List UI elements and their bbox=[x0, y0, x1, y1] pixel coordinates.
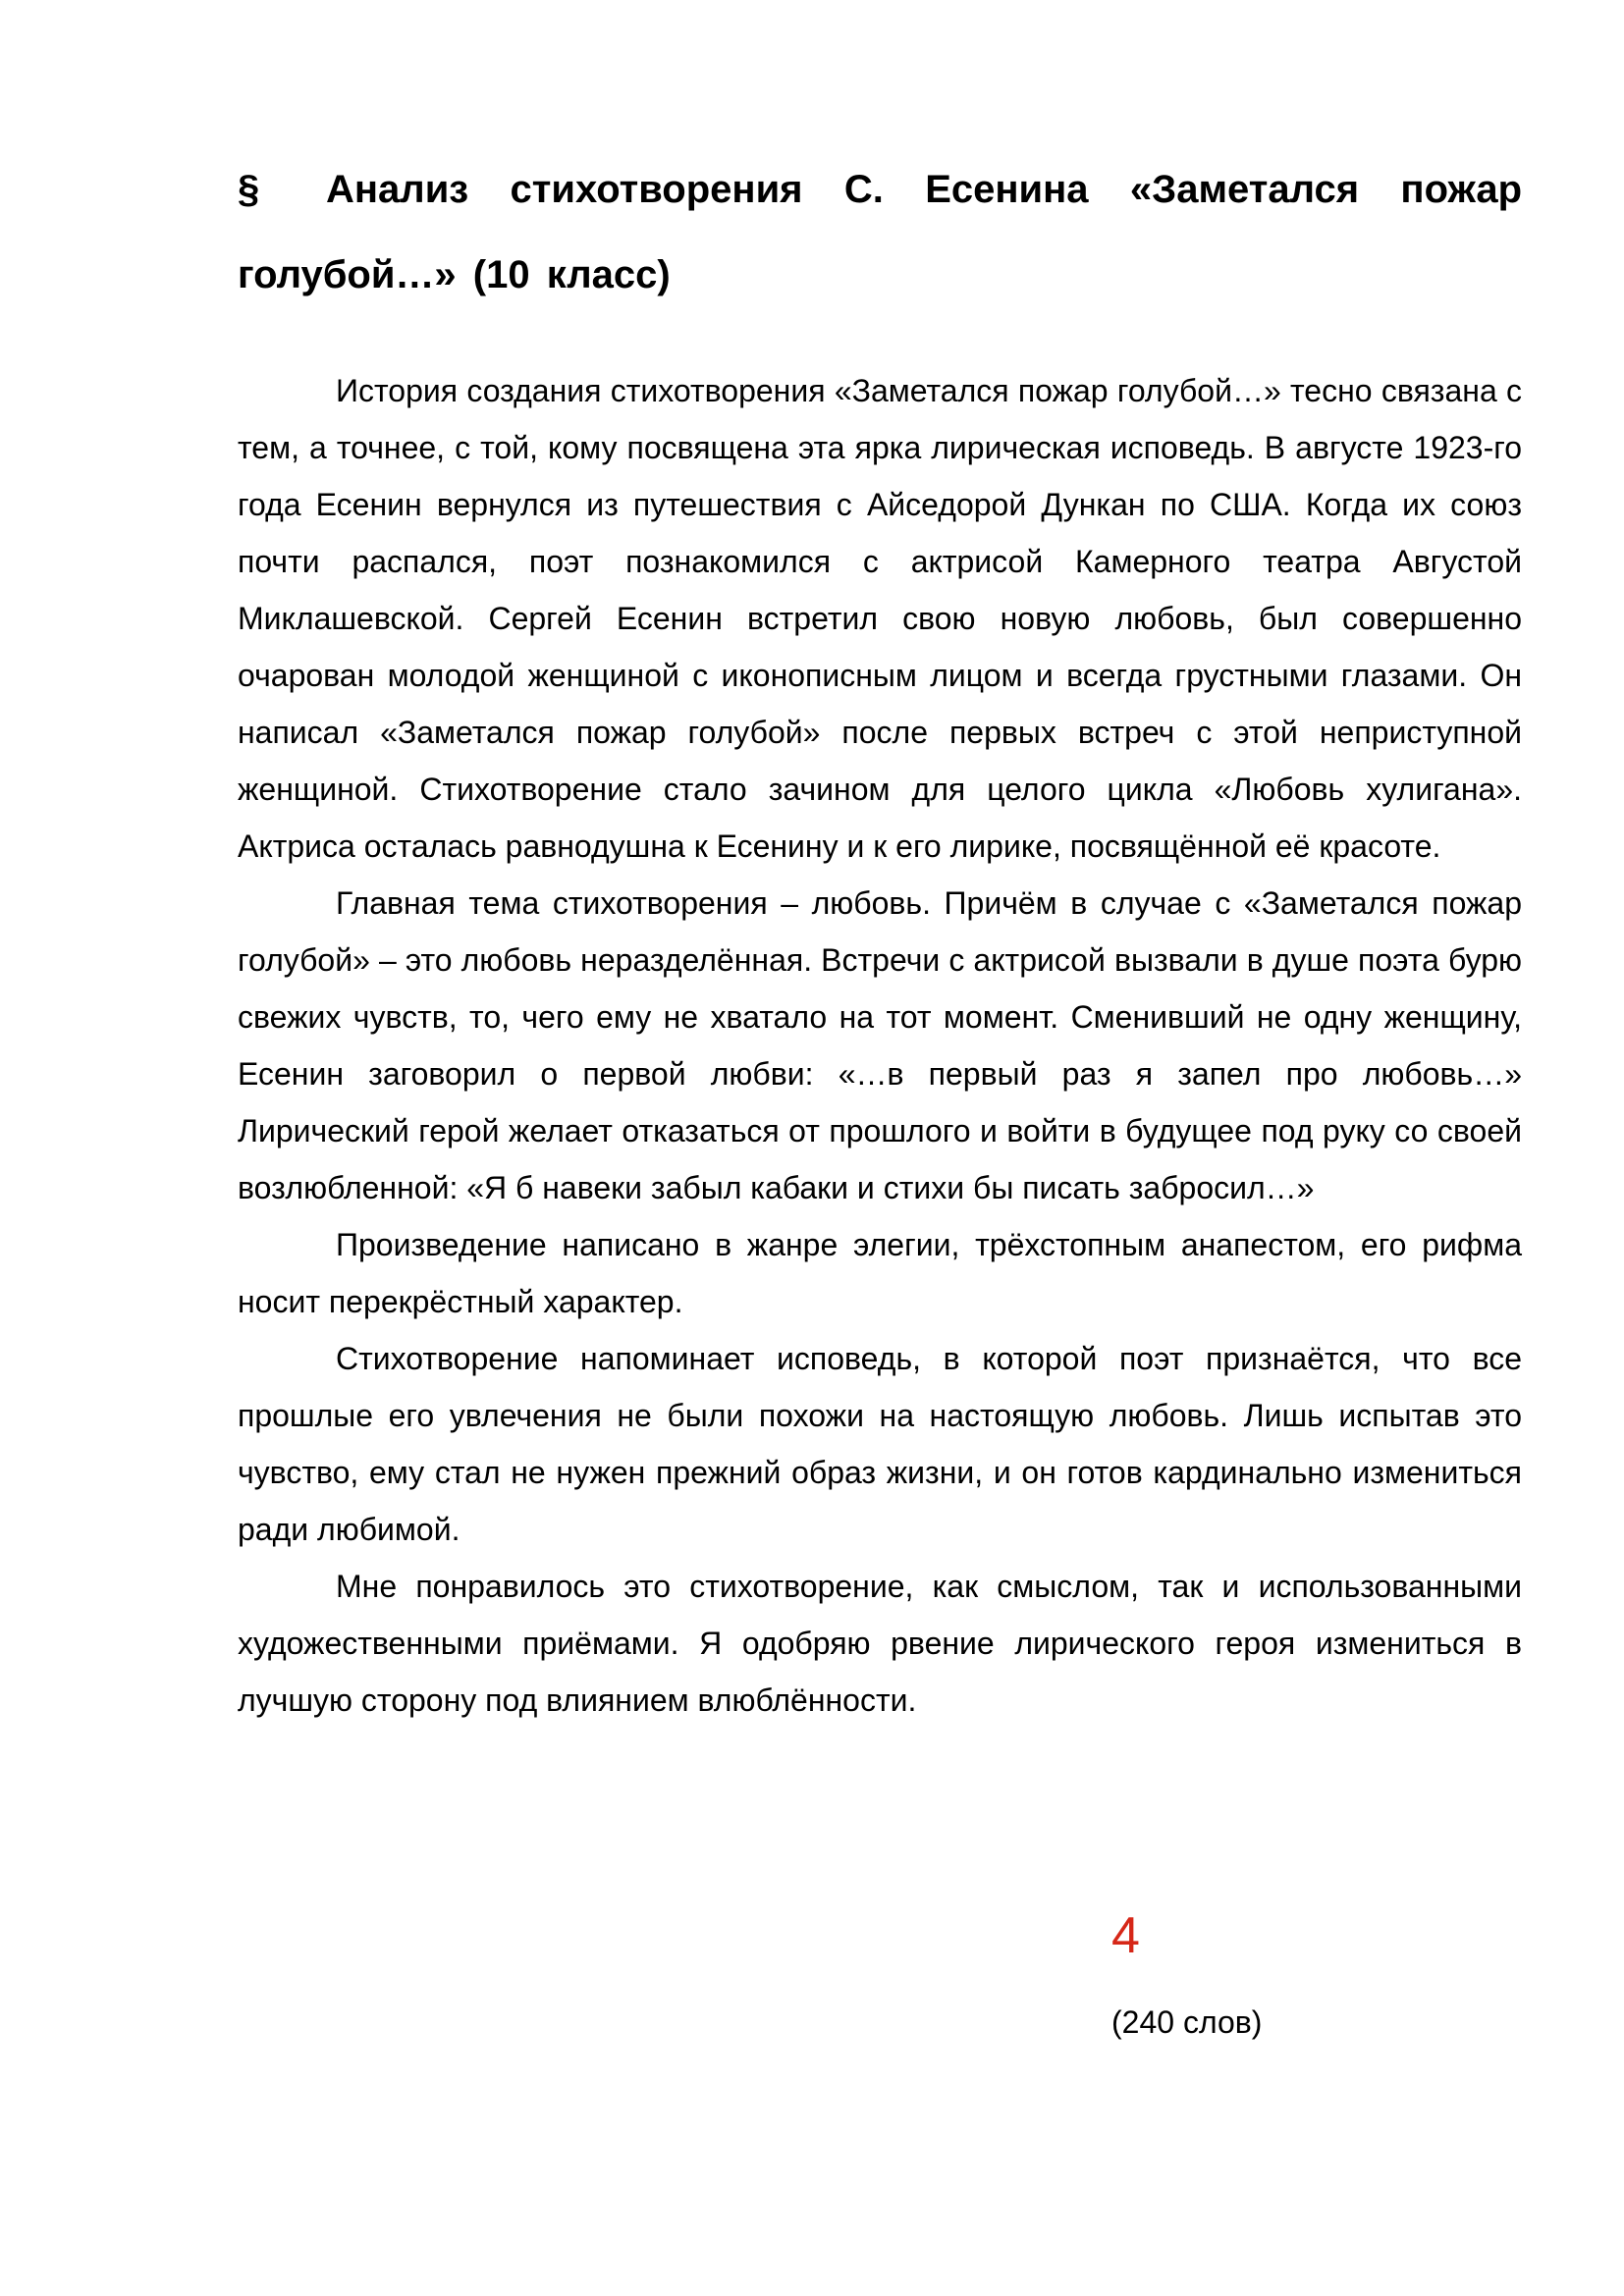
paragraph-2: Главная тема стихотворения – любовь. Причём в случае с «Заметался пожар голубой» – это любовь неразделённая. Встречи с актрисой вызвали в душе поэта бурю свежих чувств, то, чего ему не хватало на тот момент. Сменивший не одну женщину, Есенин заговорил о первой любви: «…в первый раз я запел про любовь…» Лирический герой желает отказаться от прошлого и войти в будущее под руку со своей возлюбленной: «Я б навеки забыл кабаки и стихи бы писать забросил…» bbox=[238, 885, 1522, 1205]
paragraph-3: Произведение написано в жанре элегии, трёхстопным анапестом, его рифма носит перекрёстный характер. bbox=[238, 1227, 1522, 1319]
word-count: (240 слов) bbox=[1111, 2004, 1263, 2040]
title-text: Анализ стихотворения С. Есенина «Заметался пожар голубой…» (10 класс) bbox=[238, 168, 1522, 296]
document-title bbox=[238, 147, 1522, 318]
grade-mark: 4 bbox=[1111, 1907, 1140, 1964]
paragraph-4: Стихотворение напоминает исповедь, в которой поэт признаётся, что все прошлые его увлечения не были похожи на настоящую любовь. Лишь испытав это чувство, ему стал не нужен прежний образ жизни, и он готов кардинально измениться ради любимой. bbox=[238, 1341, 1522, 1547]
essay-body bbox=[238, 362, 1522, 1729]
document-page bbox=[238, 147, 1522, 1729]
paragraph-1: История создания стихотворения «Заметался пожар голубой…» тесно связана с тем, а точнее, с той, кому посвящена эта ярка лирическая исповедь. В августе 1923-го года Есенин вернулся из путешествия с Айседорой Дункан по США. Когда их союз почти распался, поэт познакомился с актрисой Камерного театра Августой Миклашевской. Сергей Есенин встретил свою новую любовь, был совершенно очарован молодой женщиной с иконописным лицом и всегда грустными глазами. Он написал «Заметался пожар голубой» после первых встреч с этой неприступной женщиной. Стихотворение стало зачином для целого цикла «Любовь хулигана». Актриса осталась равнодушна к Есенину и к его лирике, посвящённой её красоте. bbox=[238, 373, 1522, 864]
paragraph-5: Мне понравилось это стихотворение, как смыслом, так и использованными художественными приёмами. Я одобряю рвение лирического героя измениться в лучшую сторону под влиянием влюблённости. bbox=[238, 1569, 1522, 1718]
section-sign: § bbox=[238, 168, 260, 211]
